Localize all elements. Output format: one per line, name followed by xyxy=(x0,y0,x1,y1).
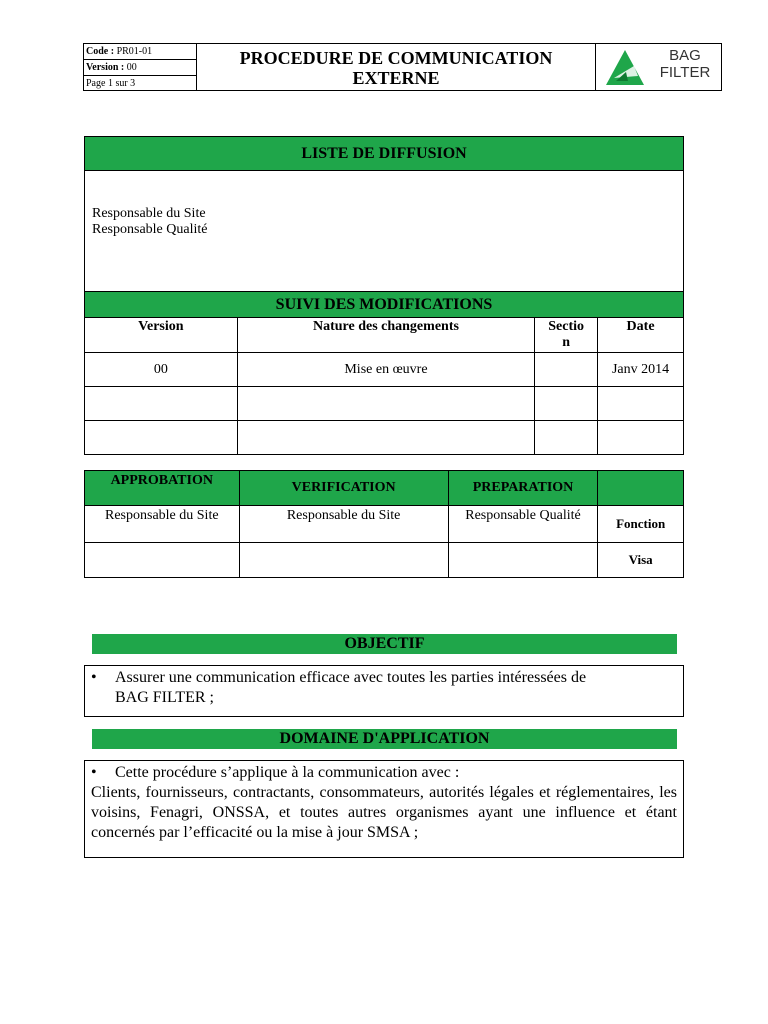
table-row xyxy=(85,387,684,421)
meta-page-value: Page 1 sur 3 xyxy=(86,78,136,89)
visa-verification xyxy=(239,543,448,578)
meta-version-key: Version : xyxy=(86,62,125,73)
diffusion-header xyxy=(84,136,684,171)
meta-version-value: 00 xyxy=(124,62,137,73)
document-title xyxy=(196,43,596,91)
approval-visa-row xyxy=(85,543,684,578)
cell-version: 00 xyxy=(85,353,238,387)
objectif-bullet-item xyxy=(91,668,677,688)
cell-nature xyxy=(237,421,534,455)
modifications-header xyxy=(84,291,684,318)
approval-header-row xyxy=(85,471,684,506)
role-preparation: Responsable Qualité xyxy=(448,506,598,543)
domaine-bullet-item xyxy=(91,763,677,783)
col-version: Version xyxy=(85,318,238,353)
modifications-title: SUIVI DES MODIFICATIONS xyxy=(275,296,493,313)
bullet-icon: • xyxy=(91,764,97,781)
header-verification: VERIFICATION xyxy=(239,471,448,506)
col-date: Date xyxy=(598,318,684,353)
company-logo-box xyxy=(595,43,722,91)
header-preparation: PREPARATION xyxy=(448,471,598,506)
meta-version xyxy=(84,60,196,76)
cell-section xyxy=(535,387,598,421)
role-verification: Responsable du Site xyxy=(239,506,448,543)
role-approbation: Responsable du Site xyxy=(85,506,240,543)
cell-section xyxy=(535,421,598,455)
recipient-item: Responsable du Site xyxy=(92,206,206,221)
cell-nature: Mise en œuvre xyxy=(237,353,534,387)
cell-nature xyxy=(237,387,534,421)
domaine-box xyxy=(84,760,684,858)
domaine-bullet-text: Cette procédure s’applique à la communication avec : xyxy=(115,764,460,781)
objectif-title: OBJECTIF xyxy=(344,635,425,652)
table-row xyxy=(85,421,684,455)
objectif-box xyxy=(84,665,684,717)
logo-text-line-2: FILTER xyxy=(659,64,711,81)
title-line-2: EXTERNE xyxy=(352,68,440,88)
cell-date xyxy=(598,387,684,421)
domaine-text: Clients, fournisseurs, contractants, consommateurs, autorités légales et réglementaires, les voisins, Fenagri, ONSSA, et toutes autres organismes ayant une influence et étant concernés par l’efficacité ou la mise à jour SMSA ; xyxy=(91,784,677,841)
meta-code-key: Code : xyxy=(86,46,115,57)
logo-text xyxy=(650,47,720,81)
cell-section xyxy=(535,353,598,387)
approval-table xyxy=(84,470,684,578)
objectif-text-continued: BAG FILTER ; xyxy=(115,689,214,706)
header-approbation: APPROBATION xyxy=(85,471,240,506)
document-meta-box xyxy=(83,43,197,91)
col-section-line-2: n xyxy=(562,335,571,350)
approval-function-row xyxy=(85,506,684,543)
header-empty xyxy=(598,471,684,506)
recipient-item: Responsable Qualité xyxy=(92,222,208,237)
visa-approbation xyxy=(85,543,240,578)
modifications-header-row xyxy=(85,318,684,353)
objectif-header xyxy=(92,634,677,654)
bullet-icon: • xyxy=(91,669,97,686)
col-nature: Nature des changements xyxy=(237,318,534,353)
col-section-line-1: Sectio xyxy=(548,319,585,334)
table-row xyxy=(85,353,684,387)
objectif-text: Assurer une communication efficace avec toutes les parties intéressées de xyxy=(115,669,587,686)
label-visa: Visa xyxy=(598,543,684,578)
visa-preparation xyxy=(448,543,598,578)
bag-filter-logo-icon xyxy=(604,48,646,88)
label-fonction: Fonction xyxy=(598,506,684,543)
cell-version xyxy=(85,421,238,455)
meta-code-value: PR01-01 xyxy=(114,46,153,57)
domaine-header xyxy=(92,729,677,749)
modifications-table xyxy=(84,317,684,455)
meta-code xyxy=(84,44,196,60)
logo-text-line-1: BAG xyxy=(669,47,701,64)
diffusion-list xyxy=(84,170,684,292)
cell-date: Janv 2014 xyxy=(598,353,684,387)
meta-page xyxy=(84,76,196,92)
col-section xyxy=(535,318,598,353)
diffusion-title: LISTE DE DIFFUSION xyxy=(301,145,467,162)
title-line-1: PROCEDURE DE COMMUNICATION xyxy=(239,48,553,68)
cell-date xyxy=(598,421,684,455)
cell-version xyxy=(85,387,238,421)
domaine-title: DOMAINE D'APPLICATION xyxy=(279,730,490,747)
